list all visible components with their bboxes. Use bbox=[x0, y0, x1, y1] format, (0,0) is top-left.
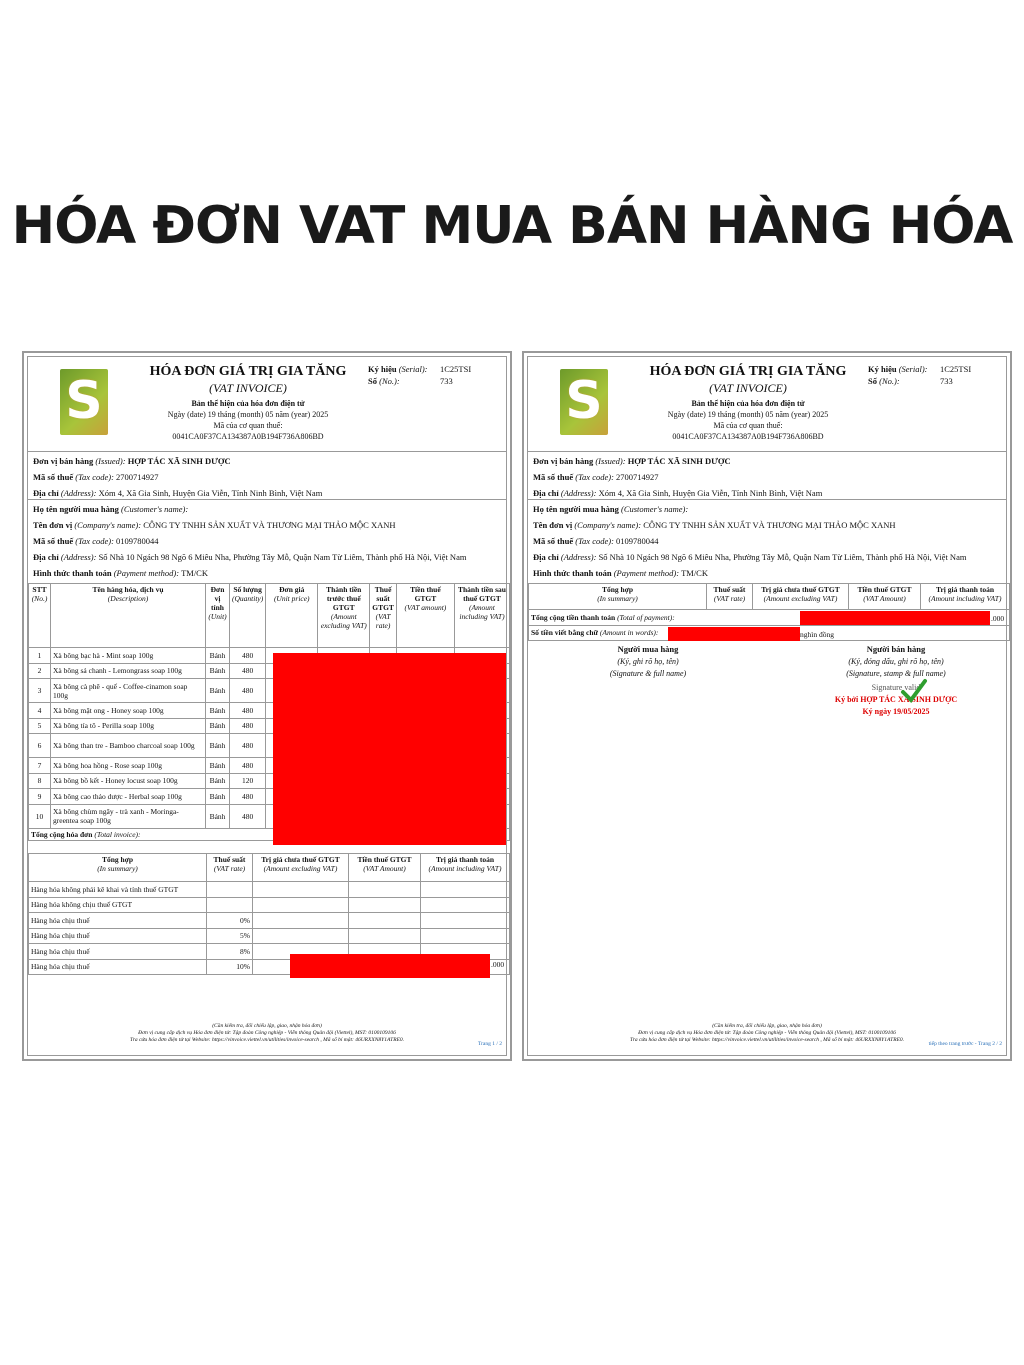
footer: (Cần kiểm tra, đối chiếu lập, giao, nhận hóa đơn) Đơn vị cung cấp dịch vụ Hóa đơn điện tử: Tập đoàn Công nghiệp - Viễn thông Quân đội (Viettel), MST: 0100109106 Tra cứu hóa đơn điện tử tại Website: https://vinvoice.viettel.vn/utilities/invoice-search , Mã số bí mật: 46URXXN8Y1ATRE0. bbox=[629, 1023, 905, 1043]
invoice-header: S HÓA ĐƠN GIÁ TRỊ GIA TĂNG (VAT INVOICE) Bản thể hiện của hóa đơn điện tử Ngày (date) 19 tháng (month) 05 năm (year) 2025 Mã của cơ quan thuế: 0041CA0F37CA134387A0B194F736A806BD Ký hiệu (Serial): 1C25TSI Số (No.): 733 bbox=[528, 357, 1006, 452]
seller-section: Đơn vị bán hàng (Issued): HỢP TÁC XÃ SINH DƯỢC Mã số thuế (Tax code): 2700714927 Địa chỉ (Address): Xóm 4, Xã Gia Sinh, Huyện Gia Viễn, Tỉnh Ninh Bình, Việt Nam bbox=[28, 453, 506, 500]
tax-authority-code: 0041CA0F37CA134387A0B194F736A806BD bbox=[172, 432, 324, 441]
redacted-summary bbox=[290, 954, 490, 978]
company-logo: S bbox=[560, 369, 608, 435]
row-no: 9 bbox=[29, 789, 51, 805]
signed-date: Ký ngày 19/05/2025 bbox=[862, 707, 930, 716]
check-icon bbox=[900, 677, 928, 705]
invoice-number: 733 bbox=[440, 376, 453, 386]
invoice-subtitle: (VAT INVOICE) bbox=[209, 381, 287, 395]
company-logo: S bbox=[60, 369, 108, 435]
row-unit: Bánh bbox=[206, 734, 230, 758]
row-description: Xà bông chùm ngây - trà xanh - Moringa-greentea soap 100g bbox=[51, 804, 206, 828]
total-payment-row: Tổng cộng tiền thanh toán (Total of payment): bbox=[529, 610, 1010, 626]
display-note: Bản thể hiện của hóa đơn điện tử bbox=[691, 399, 805, 408]
row-description: Xà bông bạc hà - Mint soap 100g bbox=[51, 648, 206, 664]
amount-in-words-row: Số tiền viết bằng chữ (Amount in words): bbox=[529, 625, 1010, 641]
row-qty: 480 bbox=[230, 734, 266, 758]
summary-label: Hàng hóa chịu thuế bbox=[29, 959, 207, 975]
summary-label: Hàng hóa chịu thuế bbox=[29, 944, 207, 960]
buyer-section: Họ tên người mua hàng (Customer's name): Tên đơn vị (Company's name): CÔNG TY TNHH SẢN XUẤT VÀ THƯƠNG MẠI THẢO MỘC XANH Mã số thuế (Tax code): 0109780044 Địa chỉ (Address): Số Nhà 10 Ngách 98 Ngõ 6 Miêu Nha, Phường Tây Mỗ, Quận Nam Từ Liêm, Thành phố Hà Nội, Việt Nam Hình thức thanh toán (Payment method): TM/CK bbox=[533, 504, 967, 578]
payment-summary-table: Tổng hợp (In summary) Thuế suất (VAT rate) Trị giá chưa thuế GTGT (Amount excluding VAT) Tiền thuế GTGT (VAT Amount) Trị giá thanh toán (Amount including VAT) Tổng cộng tiền thanh toán (Total of payment): Số tiền viết bằng chữ (Amount in words): bbox=[528, 583, 1010, 641]
redacted-words bbox=[668, 627, 800, 641]
seller-section: Đơn vị bán hàng (Issued): HỢP TÁC XÃ SINH DƯỢC Mã số thuế (Tax code): 2700714927 Địa chỉ (Address): Xóm 4, Xã Gia Sinh, Huyện Gia Viễn, Tỉnh Ninh Bình, Việt Nam bbox=[528, 453, 1006, 500]
row-qty: 480 bbox=[230, 804, 266, 828]
buyer-signature: Người mua hàng (Ký, ghi rõ họ, tên) (Signature & full name) bbox=[609, 644, 687, 678]
summary-rate bbox=[207, 882, 253, 898]
row-unit: Bánh bbox=[206, 679, 230, 703]
row-qty: 480 bbox=[230, 703, 266, 719]
row-unit: Bánh bbox=[206, 773, 230, 789]
row-no: 6 bbox=[29, 734, 51, 758]
invoice-header: S HÓA ĐƠN GIÁ TRỊ GIA TĂNG (VAT INVOICE) Bản thể hiện của hóa đơn điện tử Ngày (date) 19 tháng (month) 05 năm (year) 2025 Mã của cơ quan thuế: 0041CA0F37CA134387A0B194F736A806BD Ký hiệu (Serial): 1C25TSI Số (No.): 733 bbox=[28, 357, 506, 452]
summary-label: Hàng hóa chịu thuế bbox=[29, 913, 207, 929]
serial-value: 1C25TSI bbox=[940, 364, 972, 374]
row-no: 8 bbox=[29, 773, 51, 789]
row-qty: 480 bbox=[230, 718, 266, 734]
signed-by: Ký bởi HỢP TÁC XÃ SINH DƯỢC bbox=[834, 695, 958, 704]
row-qty: 480 bbox=[230, 758, 266, 774]
summary-rate bbox=[207, 897, 253, 913]
summary-row bbox=[29, 928, 510, 944]
row-description: Xà bông tía tô - Perilla soap 100g bbox=[51, 718, 206, 734]
row-unit: Bánh bbox=[206, 789, 230, 805]
buyer-company: CÔNG TY TNHH SẢN XUẤT VÀ THƯƠNG MẠI THẢO MỘC XANH bbox=[143, 520, 396, 530]
page-number: tiếp theo trang trước - Trang 2 / 2 bbox=[928, 1041, 1002, 1047]
display-note: Bản thể hiện của hóa đơn điện tử bbox=[191, 399, 305, 408]
summary-label: Hàng hóa không phải kê khai và tính thuế GTGT bbox=[29, 882, 207, 898]
total-invoice-row: Tổng cộng hóa đơn (Total invoice): bbox=[29, 828, 510, 840]
redacted-total bbox=[800, 611, 990, 625]
items-table: STT (No.) Tên hàng hóa, dịch vụ (Description) Đơn vị tính (Unit) Số lượng (Quantity) Đơn giá (Unit price) Thành tiền trước thuế GTGT (Amount excluding VAT) Thuế suất GTGT (VAT rate) Tiền thuế GTGT (VAT amount) Thành tiền sau thuế GTGT (Amount including VAT) 1 Xà bông bạc hà - Mint soap 100g Bánh 480 2 Xà bông sả chanh - Lemongrass soap 100g Bánh 480 3 Xà bông cà phê - quế - Coffee-cinamon soap 100g Bánh 480 4 Xà bông mật ong - Honey soap 100g Bánh 480 5 Xà bông tía tô - Perilla soap 100g Bánh 480 6 Xà bông than tre - Bamboo charcoal soap 100g Bánh 480 7 Xà bông hoa hồng - Rose soap 100g Bánh 480 8 Xà bông bồ kết - Honey locust soap 100g Bánh 120 9 Xà bông cao thảo dược - Herbal soap 100g Bánh 480 10 Xà bông chùm ngây - trà xanh - Moringa-greentea soap 100g Bánh 480 Tổng cộng hóa đơn (Total invoice): bbox=[28, 583, 510, 841]
invoice-title: HÓA ĐƠN GIÁ TRỊ GIA TĂNG bbox=[149, 364, 347, 379]
vat-summary-table: Tổng hợp (In summary) Thuế suất (VAT rate) Trị giá chưa thuế GTGT (Amount excluding VAT) Tiền thuế GTGT (VAT Amount) Trị giá thanh toán (Amount including VAT) Hàng hóa không phải kê khai và tính thuế GTGT Hàng hóa không chịu thuế GTGT Hàng hóa chịu thuế 0% Hàng hóa chịu thuế 5% Hàng hóa chịu thuế 8% Hàng hóa chịu thuế 10% bbox=[28, 853, 510, 975]
row-unit: Bánh bbox=[206, 648, 230, 664]
footer: (Cần kiểm tra, đối chiếu lập, giao, nhận hóa đơn) Đơn vị cung cấp dịch vụ Hóa đơn điện tử: Tập đoàn Công nghiệp - Viễn thông Quân đội (Viettel), MST: 0100109106 Tra cứu hóa đơn điện tử tại Website: https://vinvoice.viettel.vn/utilities/invoice-search , Mã số bí mật: 46URXXN8Y1ATRE0. bbox=[129, 1023, 405, 1043]
serial-value: 1C25TSI bbox=[440, 364, 472, 374]
row-description: Xà bông bồ kết - Honey locust soap 100g bbox=[51, 773, 206, 789]
tax-authority-label: Mã của cơ quan thuế: bbox=[713, 421, 783, 430]
headline: HÓA ĐƠN VAT MUA BÁN HÀNG HÓA bbox=[11, 196, 1013, 256]
words-tail: nghìn đồng bbox=[800, 630, 834, 639]
invoice-number: 733 bbox=[940, 376, 953, 386]
seller-tax: 2700714927 bbox=[116, 472, 159, 482]
row-unit: Bánh bbox=[206, 718, 230, 734]
summary-row bbox=[29, 913, 510, 929]
row-description: Xà bông cà phê - quế - Coffee-cinamon soap 100g bbox=[51, 679, 206, 703]
seller-signature: Người bán hàng (Ký, đóng dấu, ghi rõ họ, tên) (Signature, stamp & full name) Signature valid Ký bởi HỢP TÁC XÃ SINH DƯỢC Ký ngày 19/05/2025 bbox=[796, 643, 996, 718]
summary-rate: 0% bbox=[207, 913, 253, 929]
summary-label: Hàng hóa không chịu thuế GTGT bbox=[29, 897, 207, 913]
row-qty: 480 bbox=[230, 679, 266, 703]
invoice-date: Ngày (date) 19 tháng (month) 05 năm (year) 2025 bbox=[167, 410, 329, 419]
row-no: 4 bbox=[29, 703, 51, 719]
buyer-section: Họ tên người mua hàng (Customer's name): Tên đơn vị (Company's name): CÔNG TY TNHH SẢN XUẤT VÀ THƯƠNG MẠI THẢO MỘC XANH Mã số thuế (Tax code): 0109780044 Địa chỉ (Address): Số Nhà 10 Ngách 98 Ngõ 6 Miêu Nha, Phường Tây Mỗ, Quận Nam Từ Liêm, Thành phố Hà Nội, Việt Nam Hình thức thanh toán (Payment method): TM/CK bbox=[33, 504, 467, 578]
invoice-title: HÓA ĐƠN GIÁ TRỊ GIA TĂNG bbox=[649, 364, 847, 379]
seller-address: Xóm 4, Xã Gia Sinh, Huyện Gia Viễn, Tỉnh Ninh Bình, Việt Nam bbox=[98, 488, 323, 498]
summary-rate: 5% bbox=[207, 928, 253, 944]
row-no: 10 bbox=[29, 804, 51, 828]
row-description: Xà bông mật ong - Honey soap 100g bbox=[51, 703, 206, 719]
payment-method: TM/CK bbox=[181, 568, 208, 578]
invoice-subtitle: (VAT INVOICE) bbox=[709, 381, 787, 395]
summary-row bbox=[29, 882, 510, 898]
summary-label: Hàng hóa chịu thuế bbox=[29, 928, 207, 944]
summary-rate: 8% bbox=[207, 944, 253, 960]
buyer-tax: 0109780044 bbox=[116, 536, 159, 546]
row-qty: 120 bbox=[230, 773, 266, 789]
summary-row bbox=[29, 897, 510, 913]
total-tail: .000 bbox=[991, 614, 1005, 623]
tax-authority-label: Mã của cơ quan thuế: bbox=[213, 421, 283, 430]
invoice-page-2 bbox=[522, 351, 1012, 1061]
row-no: 7 bbox=[29, 758, 51, 774]
row-unit: Bánh bbox=[206, 663, 230, 679]
row-description: Xà bông hoa hồng - Rose soap 100g bbox=[51, 758, 206, 774]
row-description: Xà bông cao thảo dược - Herbal soap 100g bbox=[51, 789, 206, 805]
signature-valid: Signature valid bbox=[871, 683, 921, 692]
row-qty: 480 bbox=[230, 663, 266, 679]
tax-authority-code: 0041CA0F37CA134387A0B194F736A806BD bbox=[672, 432, 824, 441]
row-description: Xà bông than tre - Bamboo charcoal soap 100g bbox=[51, 734, 206, 758]
buyer-address: Số Nhà 10 Ngách 98 Ngõ 6 Miêu Nha, Phường Tây Mỗ, Quận Nam Từ Liêm, Thành phố Hà Nội, Việt Nam bbox=[98, 552, 467, 562]
redacted-amounts bbox=[273, 653, 506, 845]
invoice-page-1 bbox=[22, 351, 512, 1061]
row-qty: 480 bbox=[230, 648, 266, 664]
row-description: Xà bông sả chanh - Lemongrass soap 100g bbox=[51, 663, 206, 679]
row-unit: Bánh bbox=[206, 703, 230, 719]
row-no: 1 bbox=[29, 648, 51, 664]
row-no: 3 bbox=[29, 679, 51, 703]
row-qty: 480 bbox=[230, 789, 266, 805]
row-unit: Bánh bbox=[206, 804, 230, 828]
summary-tail: .000 bbox=[491, 960, 505, 969]
seller-name: HỢP TÁC XÃ SINH DƯỢC bbox=[127, 456, 231, 466]
summary-rate: 10% bbox=[207, 959, 253, 975]
page-number: Trang 1 / 2 bbox=[477, 1041, 502, 1047]
row-unit: Bánh bbox=[206, 758, 230, 774]
row-no: 5 bbox=[29, 718, 51, 734]
row-no: 2 bbox=[29, 663, 51, 679]
invoice-date: Ngày (date) 19 tháng (month) 05 năm (year) 2025 bbox=[667, 410, 829, 419]
